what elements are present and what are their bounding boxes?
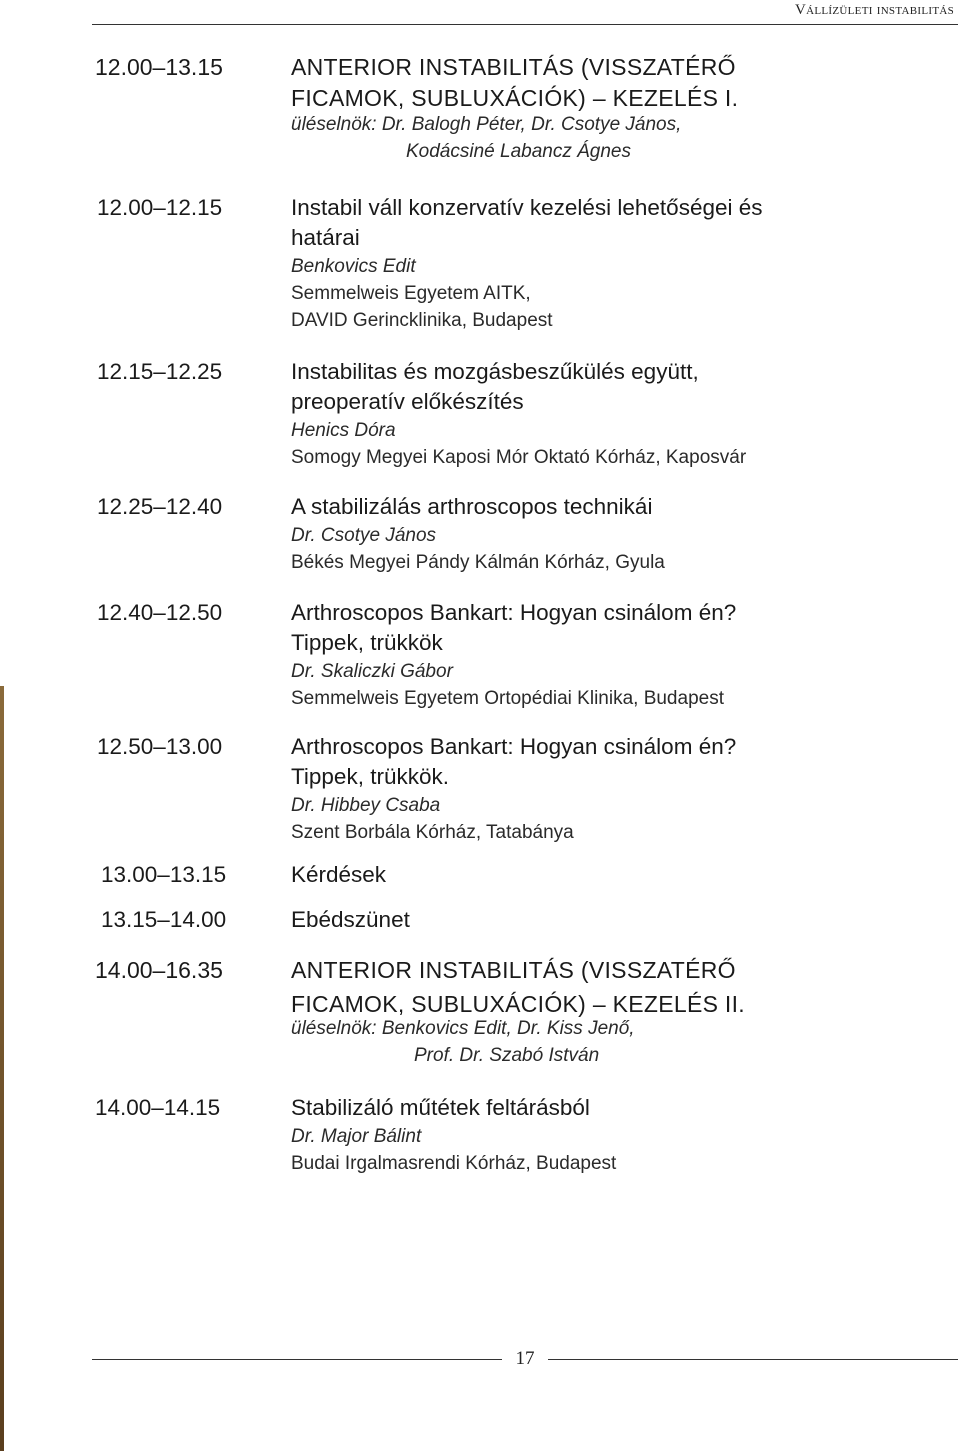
item-title-line: határai <box>291 225 360 250</box>
item-title: A stabilizálás arthroscopos technikái <box>291 494 653 519</box>
item-title-line: Arthroscopos Bankart: Hogyan csinálom én? <box>291 600 737 625</box>
item-content <box>291 357 941 471</box>
running-head: Vállízületi instabilitás <box>795 2 954 18</box>
item-speaker: Dr. Hibbey Csaba <box>291 795 441 816</box>
footer-rule-left <box>92 1359 502 1360</box>
item-content <box>291 1093 941 1177</box>
item-time: 14.00–14.15 <box>95 1095 221 1120</box>
item-content <box>291 193 941 334</box>
item-title-line: preoperatív előkészítés <box>291 389 524 414</box>
item-title: Ebédszünet <box>291 907 410 932</box>
item-affiliation: Békés Megyei Pándy Kálmán Kórház, Gyula <box>291 552 665 573</box>
item-title-line: Instabilitas és mozgásbeszűkülés együtt, <box>291 359 699 384</box>
item-affiliation: Budai Irgalmasrendi Kórház, Budapest <box>291 1153 617 1174</box>
item-speaker: Benkovics Edit <box>291 256 416 277</box>
item-title-line: Instabil váll konzervatív kezelési lehetőségei és <box>291 195 763 220</box>
item-title: Kérdések <box>291 862 387 887</box>
item-affiliation: DAVID Gerincklinika, Budapest <box>291 310 553 331</box>
item-title-line: Tippek, trükkök. <box>291 764 449 789</box>
item-content <box>291 860 941 890</box>
item-content <box>291 732 941 846</box>
item-time: 12.00–12.15 <box>97 195 223 220</box>
item-affiliation: Semmelweis Egyetem AITK, <box>291 283 531 304</box>
session-title-line: FICAMOK, SUBLUXÁCIÓK) – KEZELÉS II. <box>291 991 746 1017</box>
session-chairs-continued: Prof. Dr. Szabó István <box>414 1045 600 1066</box>
session-time: 12.00–13.15 <box>95 54 223 80</box>
session-title-line: ANTERIOR INSTABILITÁS (VISSZATÉRŐ <box>291 957 736 983</box>
item-time: 13.00–13.15 <box>101 862 227 887</box>
session-title-line: FICAMOK, SUBLUXÁCIÓK) – KEZELÉS I. <box>291 85 739 111</box>
item-affiliation: Somogy Megyei Kaposi Mór Oktató Kórház, Kaposvár <box>291 447 747 468</box>
header-rule <box>92 24 958 25</box>
item-time: 13.15–14.00 <box>101 907 227 932</box>
item-speaker: Dr. Skaliczki Gábor <box>291 661 453 682</box>
session-content <box>291 50 941 165</box>
item-content <box>291 598 941 712</box>
item-title: Stabilizáló műtétek feltárásból <box>291 1095 590 1120</box>
session-chairs: üléselnök: Dr. Balogh Péter, Dr. Csotye János, <box>291 114 682 135</box>
item-affiliation: Szent Borbála Kórház, Tatabánya <box>291 822 574 843</box>
session-title-line: ANTERIOR INSTABILITÁS (VISSZATÉRŐ <box>291 54 736 80</box>
item-title-line: Arthroscopos Bankart: Hogyan csinálom én? <box>291 734 737 759</box>
item-time: 12.25–12.40 <box>97 494 223 519</box>
session-chairs-continued: Kodácsiné Labancz Ágnes <box>406 141 631 162</box>
item-time: 12.40–12.50 <box>97 600 223 625</box>
item-content <box>291 492 941 576</box>
item-time: 12.50–13.00 <box>97 734 223 759</box>
session-chairs: üléselnök: Benkovics Edit, Dr. Kiss Jenő, <box>291 1018 635 1039</box>
page-edge-strip <box>0 686 4 1451</box>
item-speaker: Dr. Major Bálint <box>291 1126 422 1147</box>
item-time: 12.15–12.25 <box>97 359 223 384</box>
footer-rule-right <box>548 1359 958 1360</box>
item-title-line: Tippek, trükkök <box>291 630 443 655</box>
item-speaker: Henics Dóra <box>291 420 396 441</box>
session-content <box>291 953 941 1069</box>
session-time: 14.00–16.35 <box>95 957 223 983</box>
item-speaker: Dr. Csotye János <box>291 525 437 546</box>
item-content <box>291 905 941 935</box>
page-number: 17 <box>515 1348 535 1369</box>
item-affiliation: Semmelweis Egyetem Ortopédiai Klinika, Budapest <box>291 688 724 709</box>
